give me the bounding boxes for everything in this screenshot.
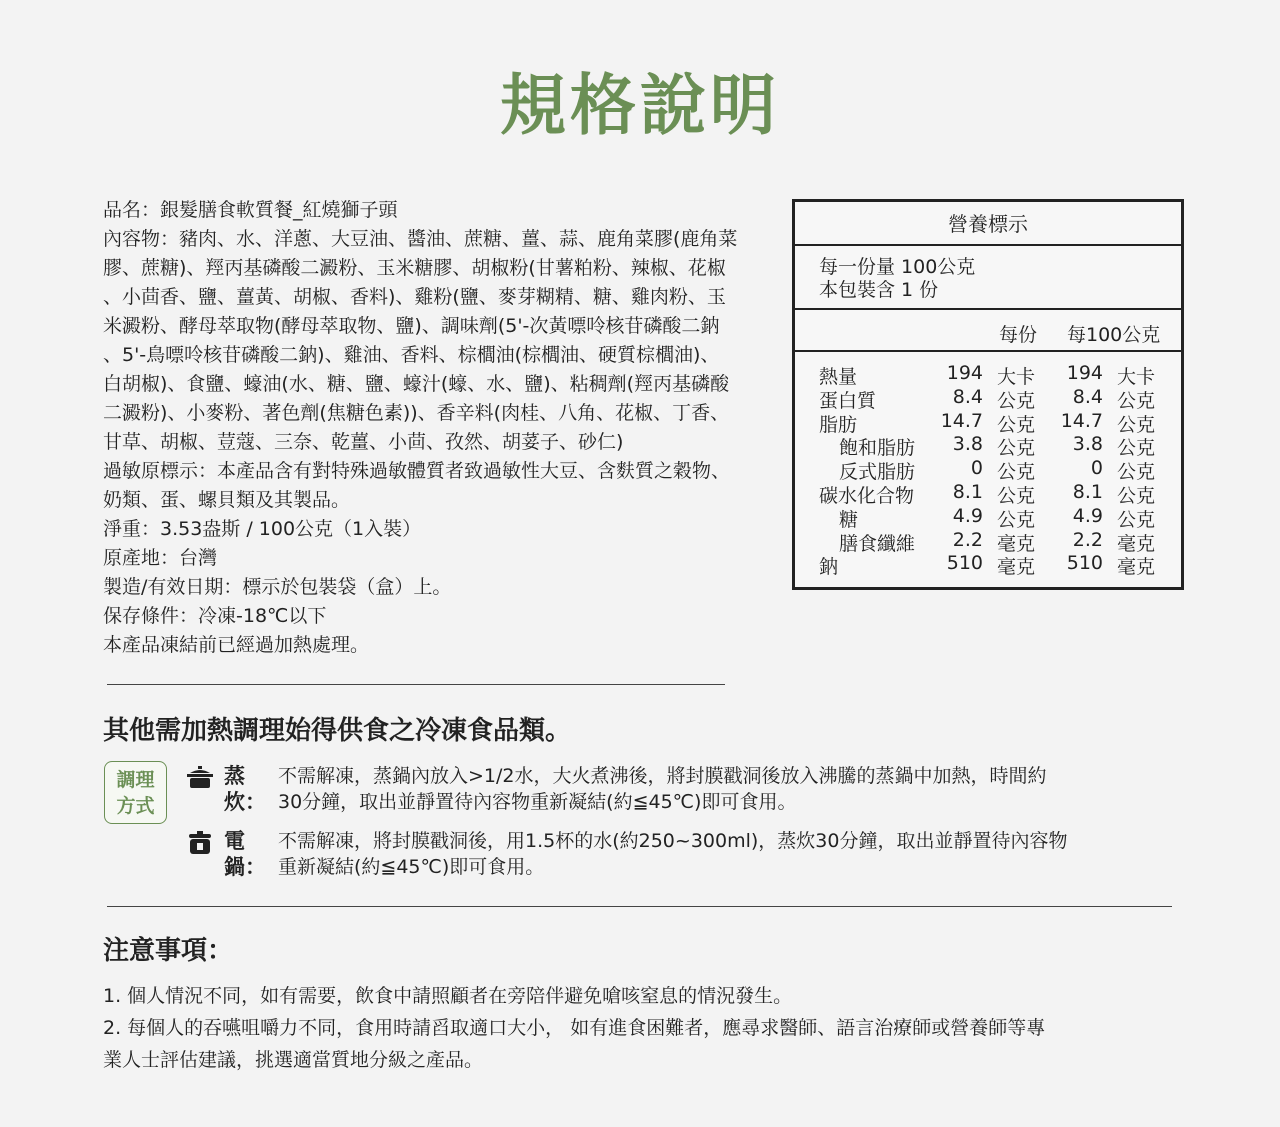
notice-line-2: 2. 每個人的吞嚥咀嚼力不同，食用時請舀取適口大小， 如有進食困難者，應尋求醫師、語言治療師或營養師等專 xyxy=(103,1017,1046,1039)
nutrition-rows xyxy=(795,352,1181,579)
per-100g-value: 14.7 xyxy=(1060,409,1103,432)
nutrition-table xyxy=(792,199,1184,590)
method-desc-cooker xyxy=(278,828,1168,880)
product-info-line: 本產品凍結前已經過加熱處理。 xyxy=(103,634,370,656)
per-100g-value: 0 xyxy=(1090,457,1103,480)
product-info-line: 淨重：3.53盎斯 / 100公克（1入裝） xyxy=(103,518,422,540)
nutrient-label: 熱量 xyxy=(819,366,858,388)
product-info-line: 、小茴香、鹽、薑黃、胡椒、香料)、雞粉(鹽、麥芽糊精、糖、雞肉粉、玉 xyxy=(103,286,726,308)
rice-cooker-icon xyxy=(186,830,214,856)
nutrition-row xyxy=(795,410,1181,434)
nutrition-header xyxy=(795,310,1181,352)
product-info-line: 米澱粉、酵母萃取物(酵母萃取物、鹽)、調味劑(5'-次黃嘌呤核苷磷酸二鈉 xyxy=(103,315,720,337)
method-badge xyxy=(104,761,167,824)
method-cooker-line-2: 重新凝結(約≦45℃)即可食用。 xyxy=(278,856,545,878)
method-badge-line-1: 調理 xyxy=(116,769,155,791)
per-100g-value: 8.1 xyxy=(1072,480,1103,503)
notice-line-3: 業人士評估建議，挑選適當質地分級之產品。 xyxy=(103,1049,484,1071)
per-100g-unit: 公克 xyxy=(1117,413,1156,436)
per-serving-unit: 大卡 xyxy=(997,366,1036,388)
method-steam-line-1: 不需解凍，蒸鍋內放入>1/2水，大火煮沸後，將封膜戳洞後放入沸騰的蒸鍋中加熱，時間約 xyxy=(278,765,1047,787)
method-badge-line-2: 方式 xyxy=(116,795,155,817)
col-per-serving: 每份 xyxy=(999,324,1038,346)
per-serving-unit: 公克 xyxy=(997,437,1036,460)
method-name-cooker: 電鍋： xyxy=(224,829,266,879)
product-info-line: 製造/有效日期：標示於包裝袋（盒）上。 xyxy=(103,576,452,598)
product-info-line: 品名：銀髮膳食軟質餐_紅燒獅子頭 xyxy=(103,199,398,221)
per-serving-value: 8.4 xyxy=(952,385,983,408)
nutrition-row xyxy=(795,529,1181,553)
product-info-line: 保存條件：冷凍-18℃以下 xyxy=(103,605,327,627)
per-100g-value: 3.8 xyxy=(1072,433,1103,456)
col-per-100g: 每100公克 xyxy=(1067,324,1161,346)
method-name-steam: 蒸炊： xyxy=(224,764,266,814)
per-100g-unit: 公克 xyxy=(1117,484,1156,507)
nutrition-row xyxy=(795,505,1181,529)
product-info xyxy=(103,196,753,660)
nutrient-label: 碳水化合物 xyxy=(819,484,915,507)
divider-1 xyxy=(107,684,725,685)
nutrient-label: 鈉 xyxy=(819,556,839,579)
method-cooker-line-1: 不需解凍，將封膜戳洞後，用1.5杯的水(約250~300ml)，蒸炊30分鐘，取出並靜置待內容物 xyxy=(278,830,1068,852)
per-100g-unit: 公克 xyxy=(1117,389,1156,412)
per-serving-unit: 毫克 xyxy=(997,556,1036,579)
product-info-line: 內容物：豬肉、水、洋蔥、大豆油、醬油、蔗糖、薑、蒜、鹿角菜膠(鹿角菜 xyxy=(103,228,738,250)
per-serving-value: 14.7 xyxy=(940,409,983,432)
method-steam-line-2: 30分鐘，取出並靜置待內容物重新凝結(約≦45℃)即可食用。 xyxy=(278,791,797,813)
per-serving-unit: 毫克 xyxy=(997,532,1036,555)
per-100g-unit: 毫克 xyxy=(1117,556,1156,579)
per-100g-value: 4.9 xyxy=(1072,504,1103,527)
page-title: 規格說明 xyxy=(500,67,780,144)
notice-line-1: 1. 個人情況不同，如有需要，飲食中請照顧者在旁陪伴避免嗆咳窒息的情況發生。 xyxy=(103,985,793,1007)
nutrition-row xyxy=(795,386,1181,410)
per-100g-unit: 公克 xyxy=(1117,437,1156,460)
per-100g-value: 8.4 xyxy=(1072,385,1103,408)
per-serving-value: 2.2 xyxy=(952,528,983,551)
per-serving-unit: 公克 xyxy=(997,508,1036,531)
per-100g-unit: 公克 xyxy=(1117,508,1156,531)
nutrition-row xyxy=(795,362,1181,386)
per-100g-value: 2.2 xyxy=(1072,528,1103,551)
divider-2 xyxy=(107,906,1172,907)
nutrition-row xyxy=(795,433,1181,460)
product-info-line: 白胡椒)、食鹽、蠔油(水、糖、鹽、蠔汁(蠔、水、鹽)、粘稠劑(羥丙基磷酸 xyxy=(103,373,730,395)
product-info-line: 甘草、胡椒、荳蔻、三奈、乾薑、小茴、孜然、胡荽子、砂仁) xyxy=(103,431,624,453)
per-serving-value: 0 xyxy=(970,457,983,480)
product-info-line: 二澱粉)、小麥粉、著色劑(焦糖色素))、香辛料(肉桂、八角、花椒、丁香、 xyxy=(103,402,730,424)
product-info-line: 膠、蔗糖)、羥丙基磷酸二澱粉、玉米糖膠、胡椒粉(甘薯粕粉、辣椒、花椒 xyxy=(103,257,726,279)
servings-per-package: 本包裝含 1 份 xyxy=(819,279,939,301)
product-info-line: 原產地：台灣 xyxy=(103,547,218,569)
per-serving-unit: 公克 xyxy=(997,461,1036,484)
per-100g-unit: 大卡 xyxy=(1117,366,1156,388)
per-serving-unit: 公克 xyxy=(997,389,1036,412)
product-info-line: 過敏原標示：本產品含有對特殊過敏體質者致過敏性大豆、含麩質之穀物、 xyxy=(103,460,731,482)
nutrition-row xyxy=(795,457,1181,484)
per-100g-value: 510 xyxy=(1066,552,1103,575)
per-serving-value: 194 xyxy=(946,362,983,384)
nutrient-label: 飽和脂肪 xyxy=(839,437,916,460)
per-100g-unit: 公克 xyxy=(1117,461,1156,484)
nutrition-title: 營養標示 xyxy=(795,202,1181,246)
per-serving-unit: 公克 xyxy=(997,413,1036,436)
steamer-icon xyxy=(186,765,214,791)
per-serving-value: 8.1 xyxy=(952,480,983,503)
per-serving-value: 510 xyxy=(946,552,983,575)
product-info-line: 、5'-鳥嘌呤核苷磷酸二鈉)、雞油、香料、棕櫚油(棕櫚油、硬質棕櫚油)、 xyxy=(103,344,720,366)
nutrient-label: 膳食纖維 xyxy=(839,532,916,555)
nutrient-label: 反式脂肪 xyxy=(839,461,916,484)
product-info-line: 奶類、蛋、螺貝類及其製品。 xyxy=(103,489,351,511)
notice-list xyxy=(103,980,1193,1076)
serving-size: 每一份量 100公克 xyxy=(819,256,976,278)
per-100g-value: 194 xyxy=(1066,362,1103,384)
nutrition-row xyxy=(795,552,1181,579)
per-serving-value: 4.9 xyxy=(952,504,983,527)
per-serving-unit: 公克 xyxy=(997,484,1036,507)
nutrition-serving xyxy=(795,246,1181,310)
per-serving-value: 3.8 xyxy=(952,433,983,456)
notice-title: 注意事項： xyxy=(103,936,234,966)
method-desc-steam xyxy=(278,763,1168,815)
nutrient-label: 脂肪 xyxy=(819,413,858,436)
nutrient-label: 糖 xyxy=(839,508,859,531)
nutrient-label: 蛋白質 xyxy=(819,389,877,412)
category-statement: 其他需加熱調理始得供食之冷凍食品類。 xyxy=(103,716,572,746)
per-100g-unit: 毫克 xyxy=(1117,532,1156,555)
nutrition-row xyxy=(795,481,1181,505)
